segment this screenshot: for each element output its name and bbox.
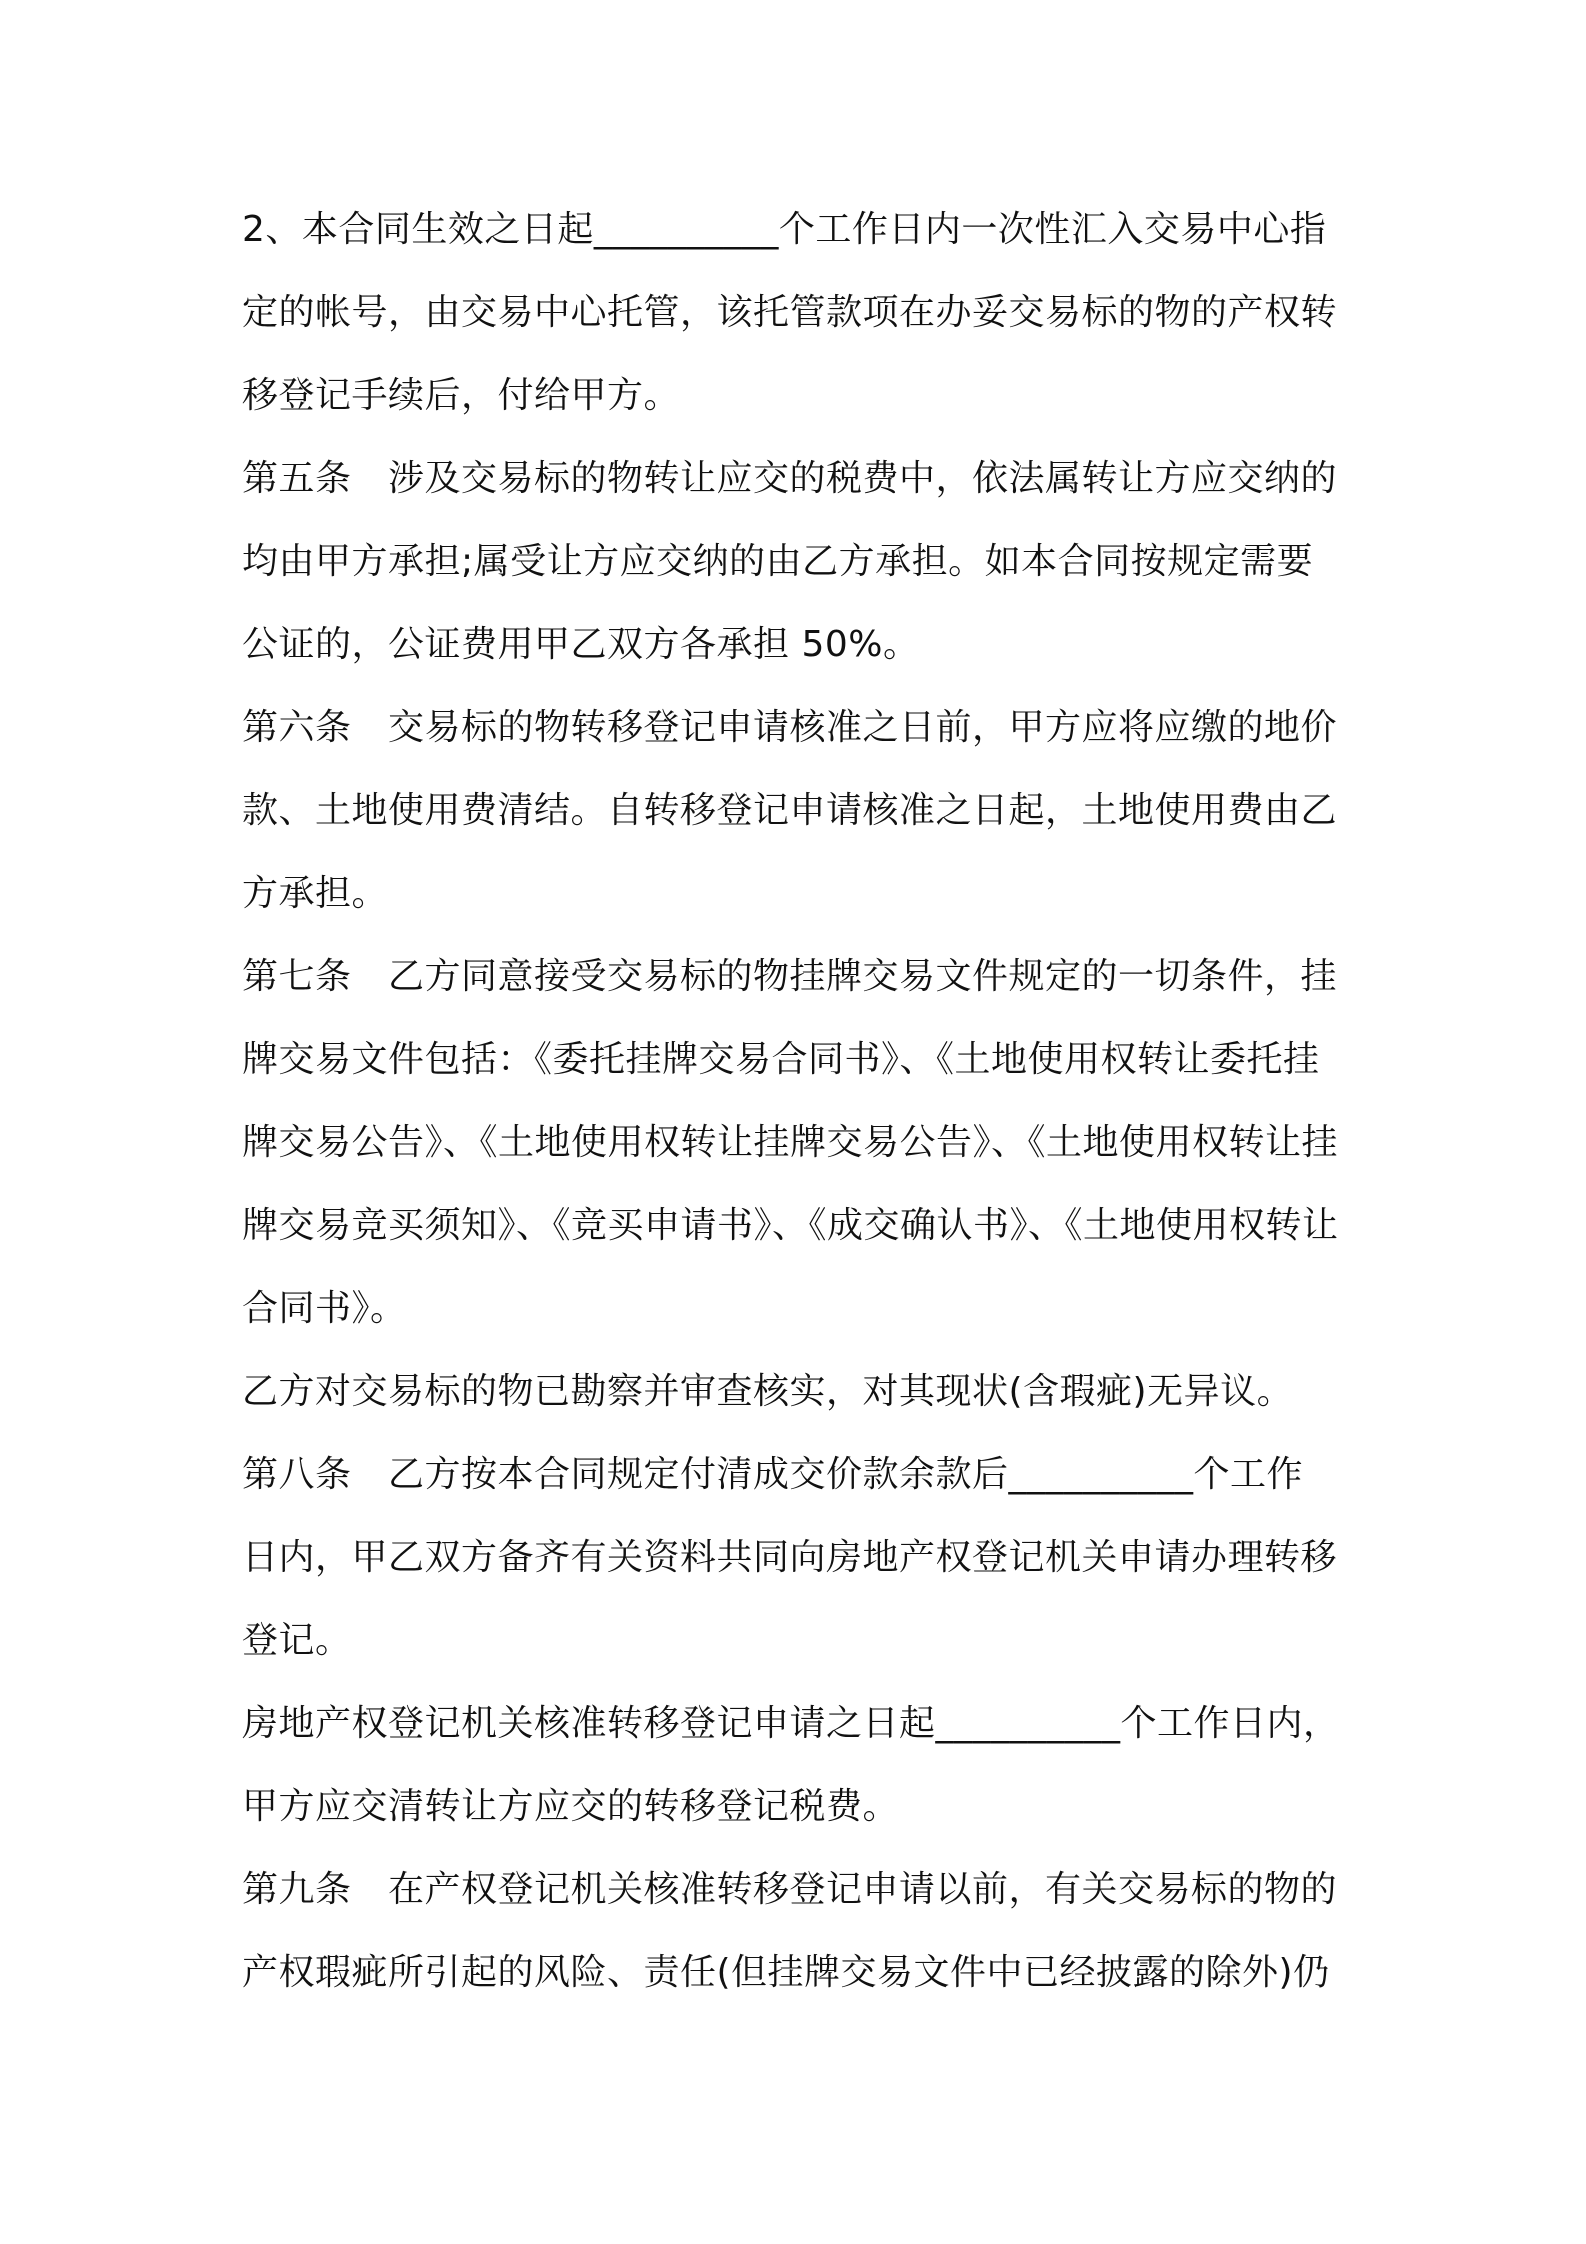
text-line: 甲方应交清转让方应交的转移登记税费。 <box>242 1786 900 1827</box>
text-line: 款、土地使用费清结。自转移登记申请核准之日起，土地使用费由乙 <box>242 790 1338 831</box>
text-line: 公证的，公证费用甲乙双方各承担 50%。 <box>242 624 920 665</box>
text-line: 房地产权登记机关核准转移登记申请之日起__________个工作日内， <box>242 1703 1340 1744</box>
article-8-heading-line: 第八条 乙方按本合同规定付清成交价款余款后__________个工作 <box>242 1454 1304 1495</box>
text-line: 牌交易文件包括：《委托挂牌交易合同书》、《土地使用权转让委托挂 <box>242 1039 1320 1080</box>
text-line: 牌交易竞买须知》、《竞买申请书》、《成交确认书》、《土地使用权转让 <box>242 1205 1339 1246</box>
article-6-heading-line: 第六条 交易标的物转移登记申请核准之日前，甲方应将应缴的地价 <box>242 707 1338 748</box>
text-line: 2、本合同生效之日起__________个工作日内一次性汇入交易中心指 <box>242 209 1327 250</box>
article-9-heading-line: 第九条 在产权登记机关核准转移登记申请以前，有关交易标的物的 <box>242 1869 1338 1910</box>
text-line: 定的帐号，由交易中心托管，该托管款项在办妥交易标的物的产权转 <box>242 292 1338 333</box>
article-7-heading-line: 第七条 乙方同意接受交易标的物挂牌交易文件规定的一切条件，挂 <box>242 956 1338 997</box>
text-line: 均由甲方承担;属受让方应交纳的由乙方承担。如本合同按规定需要 <box>242 541 1314 582</box>
article-5-heading-line: 第五条 涉及交易标的物转让应交的税费中，依法属转让方应交纳的 <box>242 458 1338 499</box>
text-line: 牌交易公告》、《土地使用权转让挂牌交易公告》、《土地使用权转让挂 <box>242 1122 1339 1163</box>
text-line: 产权瑕疵所引起的风险、责任(但挂牌交易文件中已经披露的除外)仍 <box>242 1952 1330 1993</box>
text-line: 乙方对交易标的物已勘察并审查核实，对其现状(含瑕疵)无异议。 <box>242 1371 1294 1412</box>
text-line: 日内，甲乙双方备齐有关资料共同向房地产权登记机关申请办理转移 <box>242 1537 1338 1578</box>
text-line: 合同书》。 <box>242 1288 407 1329</box>
text-line: 移登记手续后，付给甲方。 <box>242 375 681 416</box>
text-line: 方承担。 <box>242 873 389 914</box>
text-line: 登记。 <box>242 1620 352 1661</box>
